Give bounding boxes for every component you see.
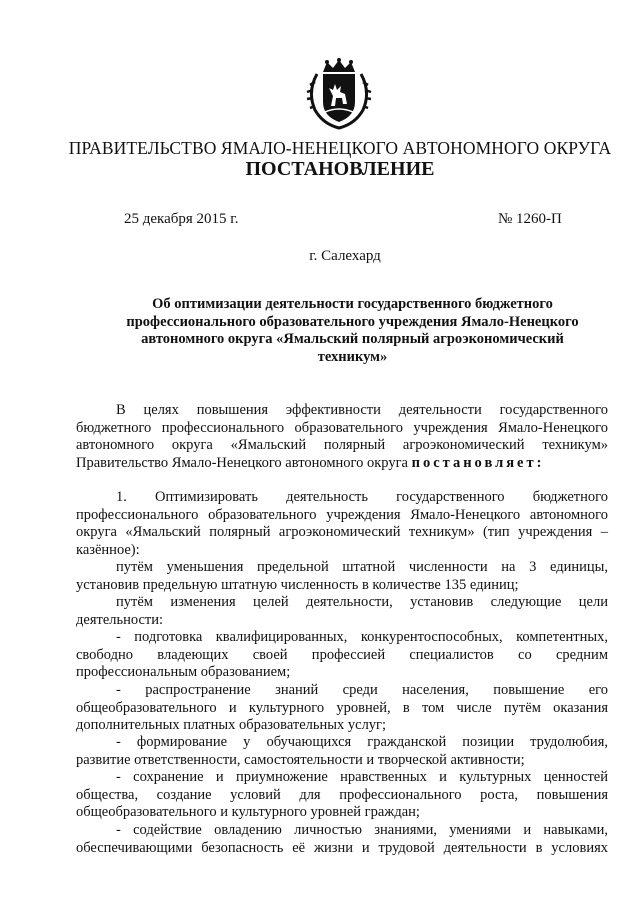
title-line: профессионального образовательного учреждения Ямало-Ненецкого — [126, 313, 579, 330]
text-line: - подготовка квалифицированных, конкурентоспособных, компетентных, — [116, 629, 608, 645]
document-date: 25 декабря 2015 г. — [124, 211, 239, 227]
text-line: общеобразовательного и культурного уровней, в том числе путём оказания — [76, 699, 608, 716]
goal-item — [76, 769, 608, 822]
title-line: автономного округа «Ямальский полярный агроэкономический — [141, 331, 564, 347]
title-line: Об оптимизации деятельности государственного бюджетного — [152, 296, 553, 312]
text-line: общеобразовательного и культурного уровней граждан; — [76, 804, 420, 821]
goal-item — [76, 822, 608, 857]
decree-word: постановляет: — [411, 454, 545, 471]
text-line: округа «Ямальский полярный агроэкономический техникум» (тип учреждения – — [76, 524, 608, 541]
decree-prefix: Правительство Ямало-Ненецкого автономного округа — [76, 454, 408, 471]
text-line: автономного округа «Ямальский полярный агроэкономический техникум» — [76, 437, 608, 454]
text-line: путём изменения целей деятельности, установив следующие цели — [116, 594, 608, 610]
reduction-paragraph — [76, 559, 608, 594]
preamble-paragraph — [76, 402, 608, 472]
text-line: 1. Оптимизировать деятельность государственного бюджетного — [116, 489, 608, 505]
text-line: - формирование у обучающихся гражданской позиции трудолюбия, — [116, 734, 608, 750]
item-1-paragraph — [76, 489, 608, 559]
text-line: - содействие овладению личностью знаниями, умениями и навыками, — [116, 822, 608, 838]
text-line: установив предельную штатную численность в количестве 135 единиц; — [76, 576, 519, 593]
document-city: г. Салехард — [309, 248, 381, 264]
text-line: профессионального образовательного учреждения Ямало-Ненецкого автономного — [76, 506, 608, 523]
text-line — [76, 455, 608, 473]
government-title: ПРАВИТЕЛЬСТВО ЯМАЛО-НЕНЕЦКОГО АВТОНОМНОГО ОКРУГА — [68, 138, 612, 158]
text-line: дополнительных платных образовательных услуг; — [76, 717, 387, 734]
text-line: - сохранение и приумножение нравственных и культурных ценностей — [116, 769, 608, 785]
text-line: - распространение знаний среди населения, повышение его — [116, 682, 608, 698]
text-line: общества, создание условий для профессионального роста, повышения — [76, 786, 608, 803]
text-line: казённое): — [76, 541, 140, 558]
goal-item — [76, 734, 608, 769]
goal-item — [76, 629, 608, 682]
text-line: профессиональным образованием; — [76, 664, 291, 681]
title-line: техникум» — [317, 348, 388, 365]
text-line: свободно владеющих своей профессией специалистов со средним — [76, 646, 608, 663]
text-line: путём уменьшения предельной штатной численности на 3 единицы, — [116, 559, 608, 575]
text-line: развитие ответственности, самостоятельности и творческой активности; — [76, 751, 525, 768]
text-line: обеспечивающими безопасность её жизни и трудовой деятельности в условиях — [76, 839, 608, 856]
document-title — [110, 296, 595, 366]
text-line: деятельности: — [76, 611, 164, 628]
coat-of-arms-icon — [305, 58, 373, 130]
text-line: В целях повышения эффективности деятельности государственного — [116, 402, 608, 418]
text-line: бюджетного профессионального образовательного учреждения Ямало-Ненецкого — [76, 419, 608, 436]
document-number: № 1260-П — [498, 211, 562, 227]
goals-change-paragraph — [76, 594, 608, 629]
goal-item — [76, 682, 608, 735]
document-type-heading: ПОСТАНОВЛЕНИЕ — [245, 158, 435, 180]
